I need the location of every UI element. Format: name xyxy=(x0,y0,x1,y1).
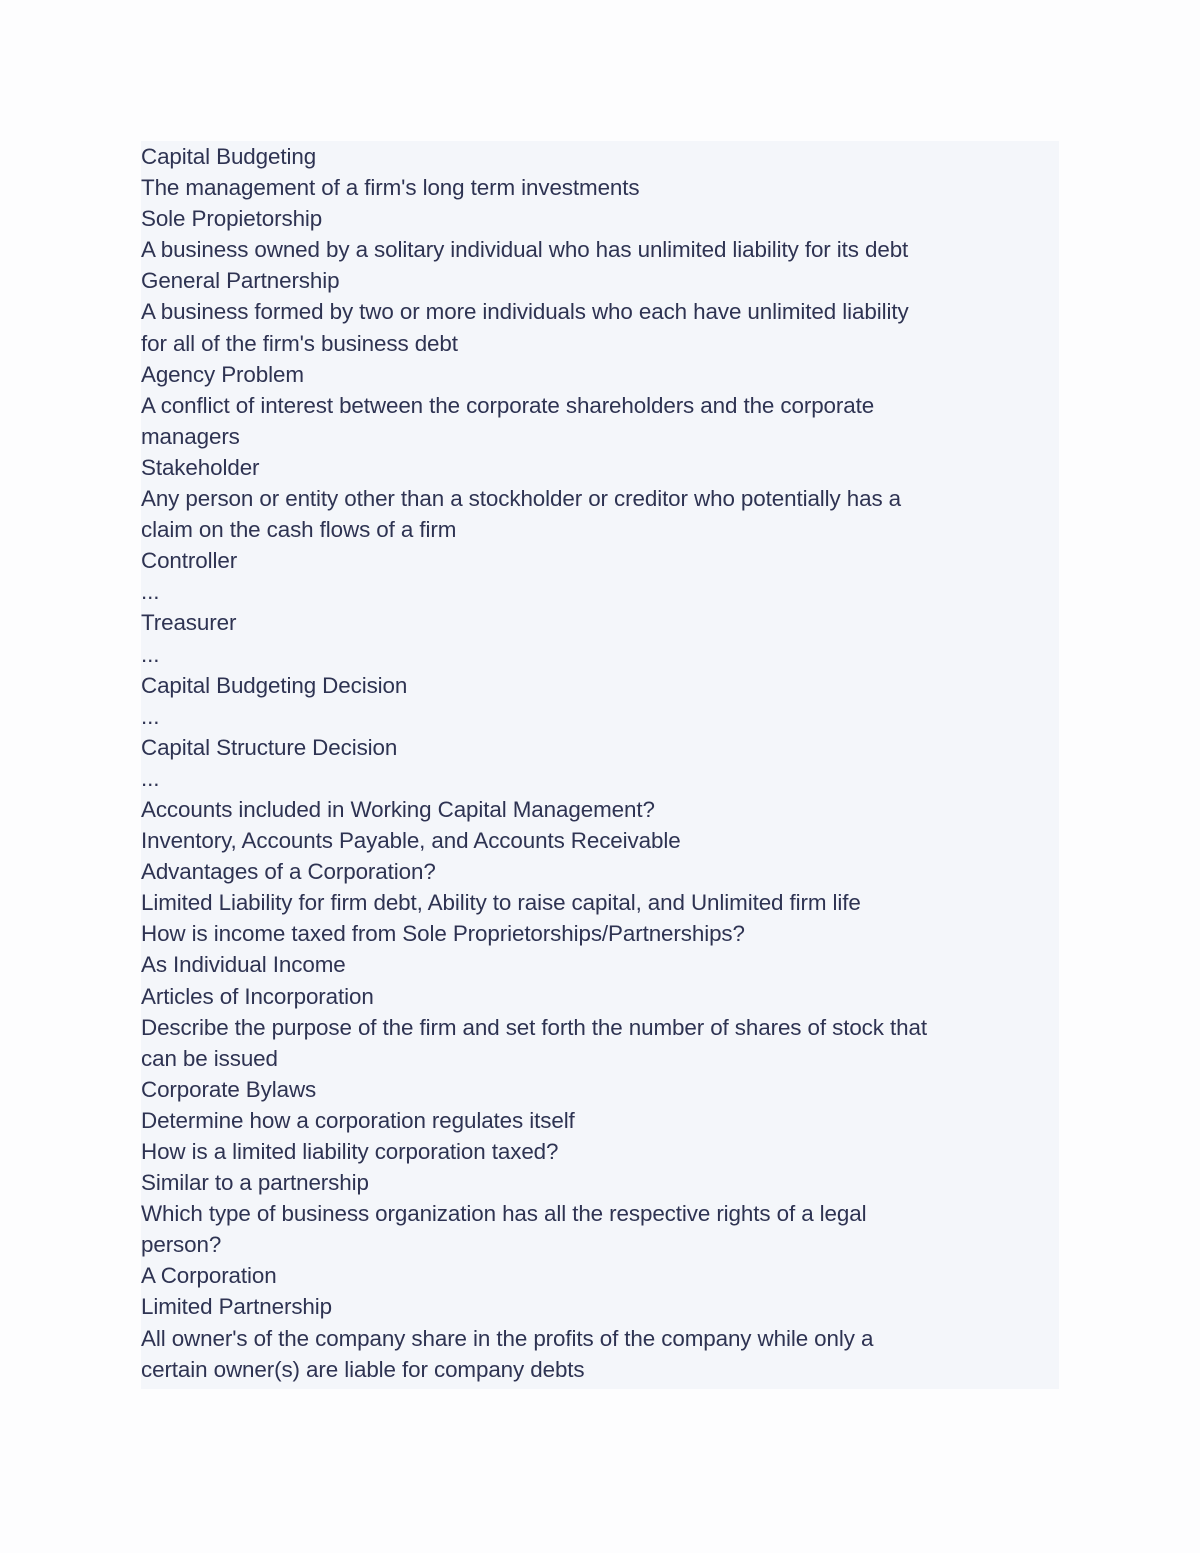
text-line: managers xyxy=(141,423,240,449)
text-line: Agency Problem xyxy=(141,361,304,387)
text-line: Limited Partnership xyxy=(141,1294,333,1320)
text-line: All owner's of the company share in the profits of the company while only a xyxy=(141,1325,874,1351)
text-line: Treasurer xyxy=(141,610,237,636)
text-line: ... xyxy=(141,641,160,667)
text-line: ... xyxy=(141,579,160,605)
text-line: Any person or entity other than a stockholder or creditor who potentially has a xyxy=(141,486,902,512)
text-line: How is income taxed from Sole Proprietorships/Partnerships? xyxy=(141,921,745,947)
text-line: The management of a firm's long term investments xyxy=(141,175,640,201)
text-line: certain owner(s) are liable for company debts xyxy=(141,1356,585,1382)
text-line: Limited Liability for firm debt, Ability to raise capital, and Unlimited firm life xyxy=(141,890,861,916)
text-line: for all of the firm's business debt xyxy=(141,330,458,356)
text-line: Articles of Incorporation xyxy=(141,983,374,1009)
text-line: How is a limited liability corporation taxed? xyxy=(141,1139,559,1164)
text-line: A conflict of interest between the corporate shareholders and the corporate xyxy=(141,392,875,418)
text-line: can be issued xyxy=(141,1045,278,1071)
text-line: Accounts included in Working Capital Management? xyxy=(141,796,655,822)
text-line: Similar to a partnership xyxy=(141,1170,369,1196)
text-line: Stakeholder xyxy=(141,454,260,480)
text-line: Capital Structure Decision xyxy=(141,734,398,760)
text-line: A Corporation xyxy=(141,1263,277,1289)
text-line: Sole Propietorship xyxy=(141,206,323,232)
text-line: A business owned by a solitary individual who has unlimited liability for its debt xyxy=(141,237,909,263)
text-line: Capital Budgeting xyxy=(141,144,317,169)
text-line: person? xyxy=(141,1232,222,1258)
text-line: General Partnership xyxy=(141,268,340,294)
text-line: Inventory, Accounts Payable, and Accounts Receivable xyxy=(141,828,681,854)
text-line: Which type of business organization has all the respective rights of a legal xyxy=(141,1201,867,1227)
text-line: Corporate Bylaws xyxy=(141,1076,317,1102)
text-line: Controller xyxy=(141,548,238,574)
text-line: ... xyxy=(141,765,160,791)
text-line: Describe the purpose of the firm and set forth the number of shares of stock that xyxy=(141,1014,927,1040)
flashcard-text-list xyxy=(141,141,1059,1385)
text-line: Advantages of a Corporation? xyxy=(141,859,436,885)
text-line: As Individual Income xyxy=(141,952,346,978)
text-line: claim on the cash flows of a firm xyxy=(141,517,457,543)
text-line: Capital Budgeting Decision xyxy=(141,672,408,698)
text-line: Determine how a corporation regulates itself xyxy=(141,1107,575,1133)
text-line: ... xyxy=(141,703,160,729)
text-line: A business formed by two or more individuals who each have unlimited liability xyxy=(141,299,909,325)
